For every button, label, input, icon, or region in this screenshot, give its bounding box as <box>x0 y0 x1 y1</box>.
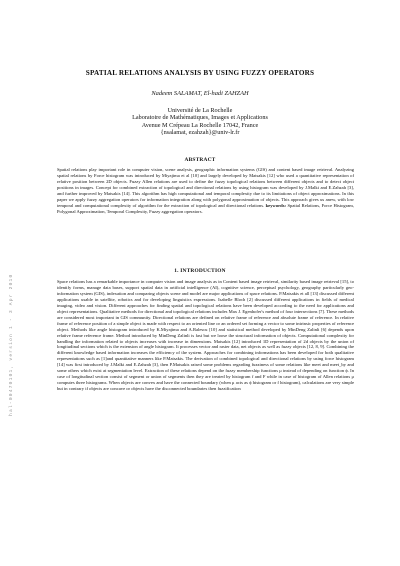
affiliation-block <box>30 107 370 137</box>
hal-side-stamp-graphic <box>4 180 16 420</box>
side-stamp-text: hal-00470101, version 1 - 3 Apr 2010 <box>9 273 14 416</box>
keywords-label: keywords: <box>265 202 287 208</box>
hal-side-stamp <box>4 180 16 420</box>
affiliation-laboratory: Laboratoire de Mathématiques, Images et Applications <box>132 114 268 122</box>
introduction-body: Space relations has a remarkable importance in computer vision and image analysis as in Content based image retrieval, similarity based image retrieval [15], to identify forms, manage data bases, support spatial data in artificial intelligence (AI), cognitive science, perceptual psychology, geography particularly geo-information system (GIS), indexation and comparing objects scene and model are major applications of space relations. P.Matsakis et all [13] discussed different applications usable in satellite, robotics and for developing linguistics expressions. Isabelle Bloch [2] discussed different applications in fields of medical imaging, video and vision. Different approaches for finding spatial and topological relations have been developed according to the need for applications and object representations. Qualitative methods for directional and topological relations includes Max J. Egenhofer's method of four intersections [7]. These methods are considered most important in GIS community. Directional relations are defined on relative frame of reference and absolute frame of reference. In relative frame of reference position of a simple object is made with respect to an oriented line or an ordered set forming a vector to some intrinsic properties of reference object. Methods like angle histogram introduced by K.Miyajima and A.Ralescu [10] and statistical method developed by MinDeng Zalinli [6] depends upon relative frame reference frame. Method introduced by MinDeng Zalinli is fast but we loose the structural information of objects. Computational complexity for handling the information related to objects increases with increase in dimensions. Matsakis [12] introduced 1D representation of 2d objects by the union of longitudinal sections which is the extension of angle histogram. It processes vector and raster data, net objects as well as fuzzy objects [12, 8, 9]. Combining the different knowledge based information increases the efficiency of the system. Approaches for combining informations has been developed for both qualitative representations such as [1]and quantitative manners like P.Matsakis. The derivation of combined topological and directional relations by using force histogram [14] was first introduced by J.Malki and E.Zahzah [3], then P.Matsakis raised some problems regarding fuzziness of some relations like meet and meet_by and some others which exist at segmentation level. Extraction of these relations depend on the fuzzy membership functions μ instead of depending on function ϕ. In case of longitudinal section consist of segment or union of segments then they are treated by histogram f and F while in case of histogram of Allen relations μ computes three histograms. When objects are convex and have the connected boundary (when μ acts as ϕ histogram or f histogram), calculations are very simple but in contrary if objects are concave or objects have the disconnected boundaries then fuzzification <box>57 279 354 392</box>
abstract-body <box>57 167 354 215</box>
paper-title: SPATIAL RELATIONS ANALYSIS BY USING FUZZY OPERATORS <box>85 69 315 77</box>
affiliation-address: Avenue M Crépeau La Rochelle 17042, France <box>141 121 259 129</box>
affiliation-emails: {nsalamat, ezahzah}@univ-lr.fr <box>160 129 240 137</box>
introduction-heading: 1. INTRODUCTION <box>174 268 226 274</box>
abstract-text: Spatial relations play important role in computer vision, scene analysis, geographic information systems (GIS) and content based image retrieval. Analyzing spatial relations by Force histogram was introduced by Miyajima et al [10] and largely developed by Matsakis [12] who used a quantitative representation of relative position between 2D objects. Fuzzy Allen relations are used to define the fuzzy topological relations between different objects and to detect object positions in images. Concept for combined extraction of topological and directional relations by using histogram was developed by J.Malki and E.Zahzah [3], and further improved by Matsakis [14]. This algorithm has high computational and temporal complexity due to its limitations of object approximations. In this paper we apply fuzzy aggregation operators for information integration along with polygonal approximation of objects. This approach gives us anew, with low temporal and computational complexity of algorithm for the extraction of topological and directional relations. <box>57 167 354 208</box>
affiliation-university: Université de La Rochelle <box>167 107 233 114</box>
keywords-text: Spatial Relations, Force Histogram, Polygonal Approximation, Temporal Complexity, Fuzzy aggregation operators. <box>57 202 354 214</box>
paper-authors: Nadeem SALAMAT, El-hadi ZAHZAH <box>151 90 249 97</box>
abstract-heading: ABSTRACT <box>184 157 216 163</box>
